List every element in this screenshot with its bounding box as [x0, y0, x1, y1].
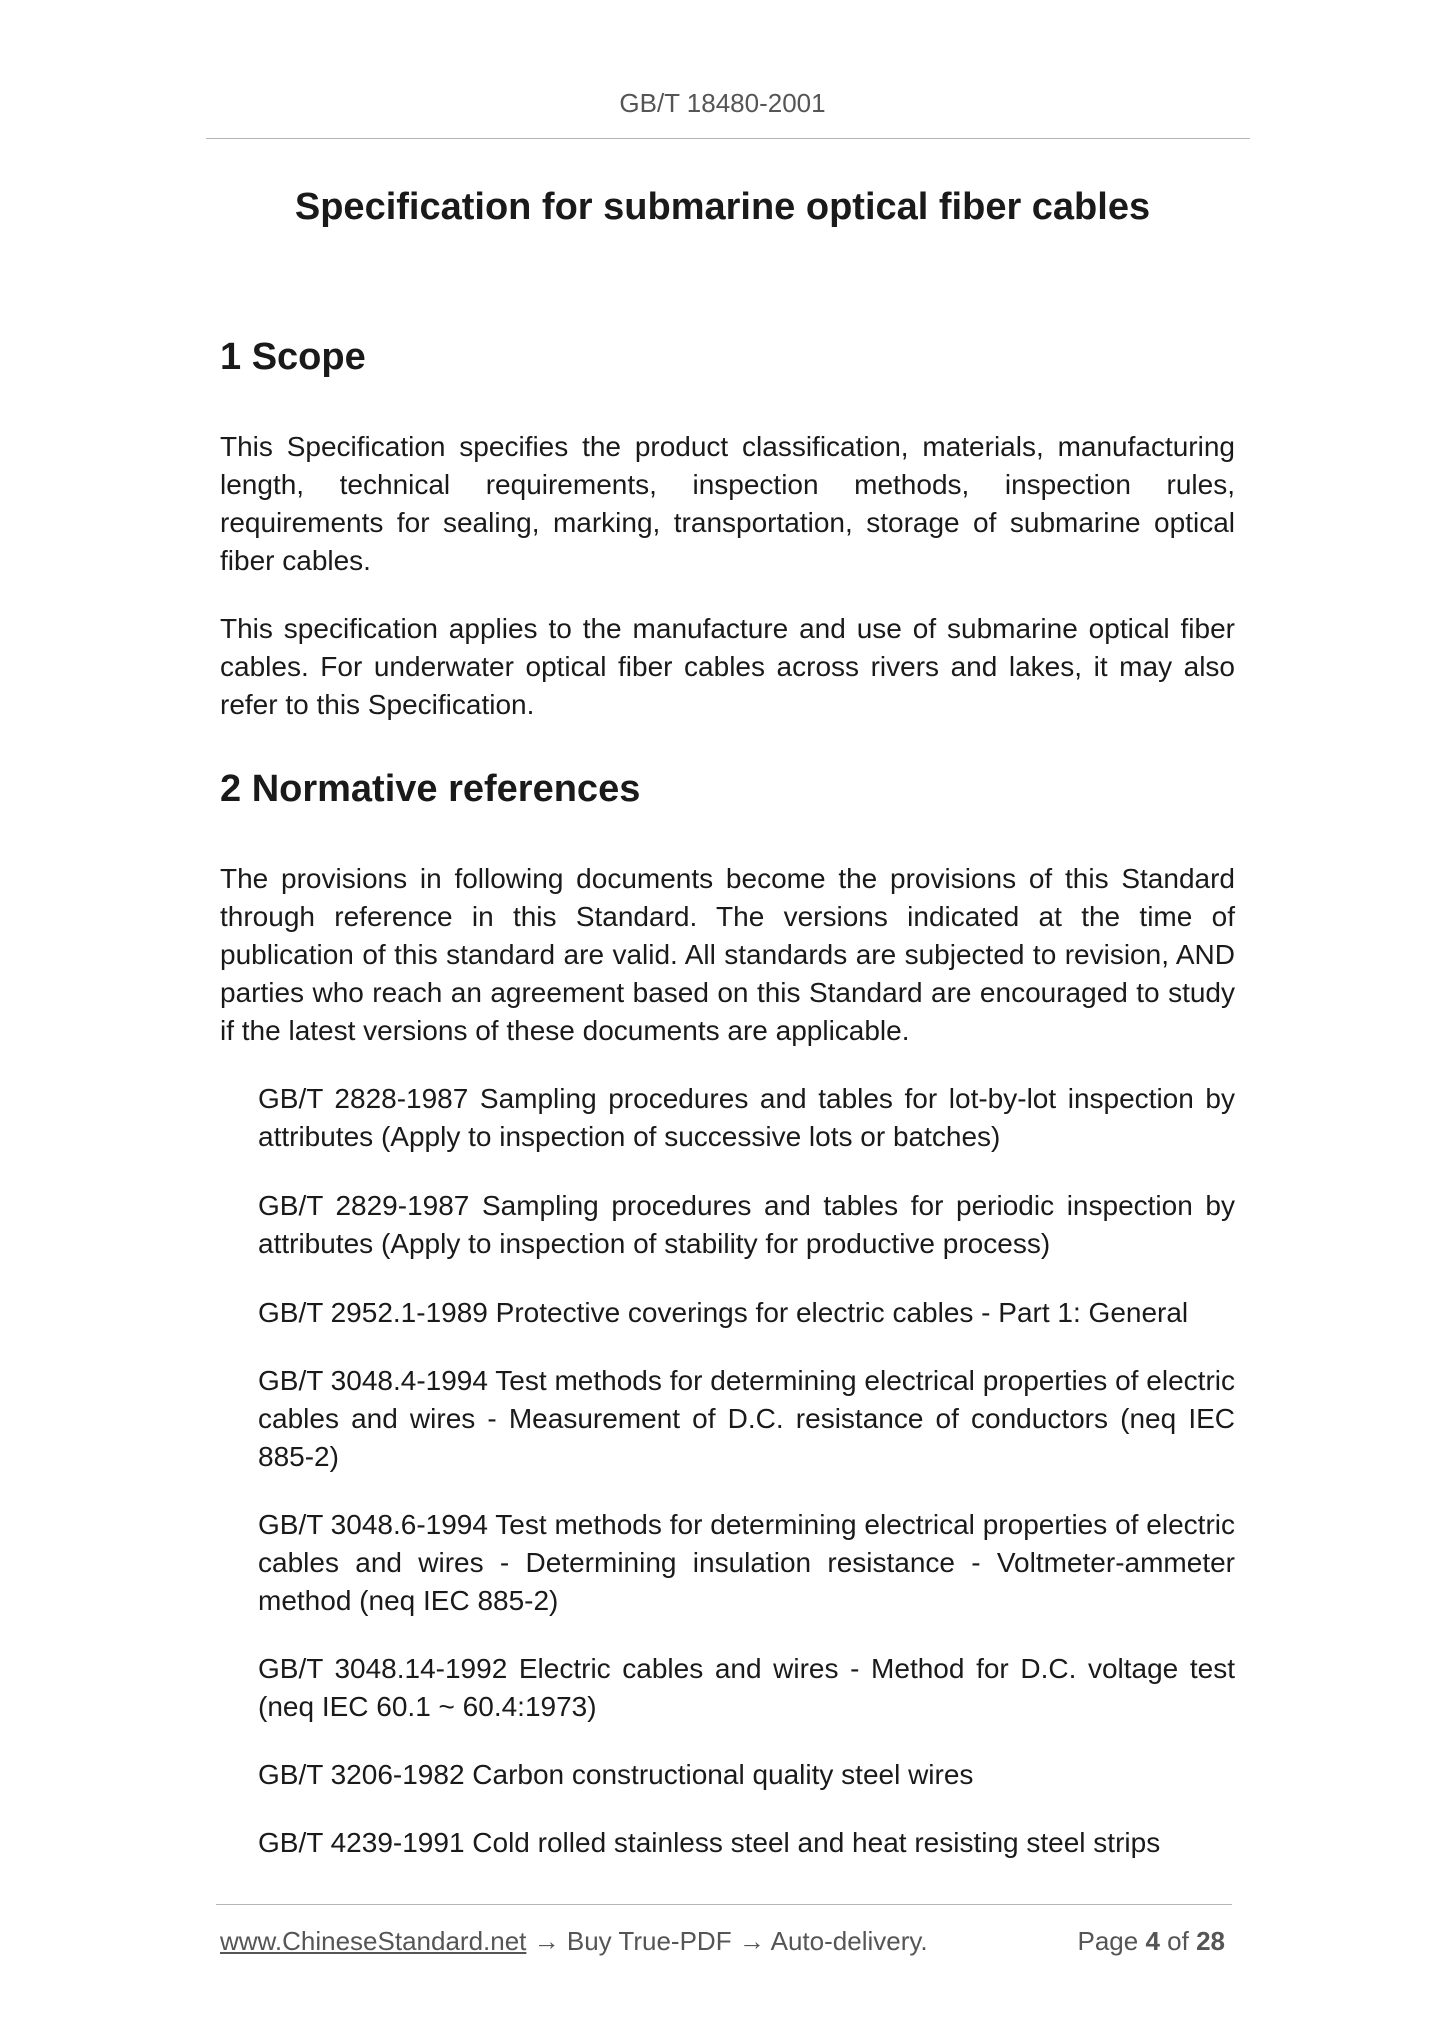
reference-item: GB/T 2952.1-1989 Protective coverings for electric cables - Part 1: General — [258, 1297, 1189, 1328]
header-rule — [206, 138, 1250, 139]
section-heading-normative-references: 2 Normative references — [220, 768, 641, 810]
normative-paragraph: The provisions in following documents become the provisions of this Standard through reference in this Standard. The versions indicated at the time of publication of this standard are valid. All standards are subjected to revision, AND parties who reach an agreement based on this Standard are encouraged to study if the latest versions of these documents are applicable. — [220, 863, 1235, 1046]
arrow-right-icon: → — [738, 1926, 765, 1956]
page-header-code: GB/T 18480-2001 — [619, 88, 826, 118]
footer-promo — [220, 1926, 928, 1957]
page-of-label: of — [1167, 1926, 1189, 1956]
website-link[interactable]: www.ChineseStandard.net — [220, 1926, 527, 1956]
page-total: 28 — [1196, 1926, 1225, 1956]
page-current: 4 — [1145, 1926, 1160, 1956]
footer-rule — [216, 1904, 1232, 1905]
reference-item: GB/T 4239-1991 Cold rolled stainless steel and heat resisting steel strips — [258, 1827, 1161, 1858]
reference-item: GB/T 3048.14-1992 Electric cables and wires - Method for D.C. voltage test (neq IEC 60.1 ~ 60.4:1973) — [258, 1653, 1235, 1722]
reference-item: GB/T 3048.4-1994 Test methods for determining electrical properties of electric cables and wires - Measurement of D.C. resistance of conductors (neq IEC 885-2) — [258, 1365, 1235, 1472]
arrow-right-icon: → — [533, 1926, 560, 1956]
scope-paragraph: This Specification specifies the product classification, materials, manufacturing length, technical requirements, inspection methods, inspection rules, requirements for sealing, marking, transportation, storage of submarine optical fiber cables. — [220, 431, 1235, 576]
buy-pdf-text: Buy True-PDF — [566, 1926, 732, 1956]
section-heading-scope: 1 Scope — [220, 336, 366, 378]
reference-item: GB/T 2828-1987 Sampling procedures and tables for lot-by-lot inspection by attributes (Apply to inspection of successive lots or batches) — [258, 1083, 1235, 1152]
document-title: Specification for submarine optical fiber cables — [294, 186, 1151, 228]
reference-item: GB/T 3206-1982 Carbon constructional quality steel wires — [258, 1759, 974, 1790]
page-label: Page — [1077, 1926, 1139, 1956]
scope-paragraph: This specification applies to the manufacture and use of submarine optical fiber cables. For underwater optical fiber cables across rivers and lakes, it may also refer to this Specification. — [220, 613, 1235, 720]
reference-item: GB/T 2829-1987 Sampling procedures and tables for periodic inspection by attributes (Apply to inspection of stability for productive process) — [258, 1190, 1235, 1259]
auto-delivery-text: Auto-delivery. — [770, 1926, 928, 1956]
page-number — [1077, 1926, 1225, 1957]
reference-item: GB/T 3048.6-1994 Test methods for determining electrical properties of electric cables and wires - Determining insulation resistance - Voltmeter-ammeter method (neq IEC 885-2) — [258, 1509, 1235, 1616]
